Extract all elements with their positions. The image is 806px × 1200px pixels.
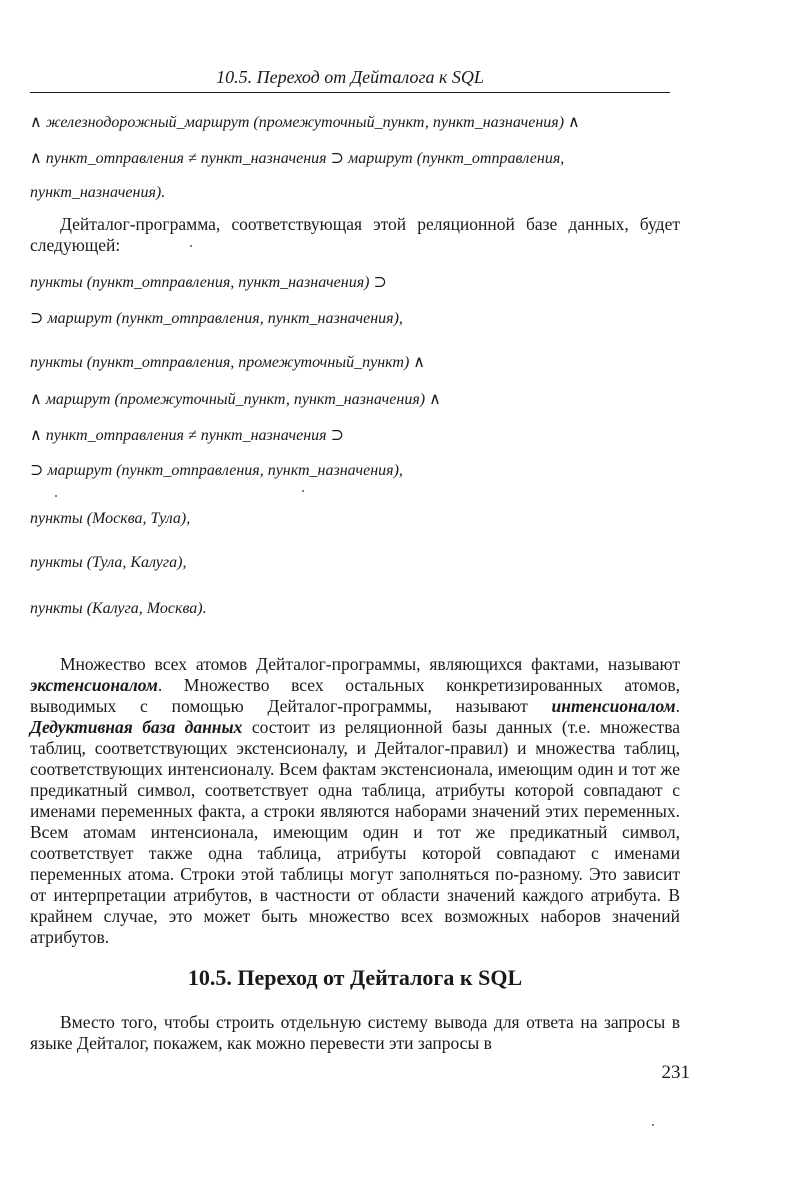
page-number: 231 [661,1062,690,1083]
formula-line: ∧ железнодорожный_маршрут (промежуточный_пункт, пункт_назначения) ∧ [30,114,580,131]
section-title: 10.5. Переход от Дейталога к SQL [187,965,523,990]
definitions-paragraph [30,654,680,948]
scan-speck [652,1124,654,1126]
term-extensional: экстенсионалом [30,675,158,695]
term-intensional: интенсионалом [551,696,676,716]
running-head: 10.5. Переход от Дейталога к SQL [216,67,484,87]
program-line: пункты (пункт_отправления, промежуточный_пункт) ∧ [30,354,425,371]
program-line: ⊃ маршрут (пункт_отправления, пункт_назначения), [30,310,403,327]
header-rule [30,92,670,93]
program-line: ∧ пункт_отправления ≠ пункт_назначения ⊃ [30,427,344,444]
fact-line: пункты (Тула, Калуга), [30,554,187,571]
paragraph-text: . Множество всех остальных конкретизированных атомов, выводимых с помощью Дейталог-программы, называют [30,675,680,716]
scan-speck [302,490,304,492]
program-line: ∧ маршрут (промежуточный_пункт, пункт_назначения) ∧ [30,391,441,408]
formula-line: ∧ пункт_отправления ≠ пункт_назначения ⊃ маршрут (пункт_отправления, [30,150,565,167]
paragraph-text: . [675,696,680,716]
intro-paragraph: Дейталог-программа, соответствующая этой реляционной базе данных, будет следующей: [30,214,680,255]
program-line: пункты (пункт_отправления, пункт_назначения) ⊃ [30,274,387,291]
paragraph-text: состоит из реляционной базы данных (т.е. множества таблиц, соответствующих экстенсионалу, и Дейталог-правил) и множества таблиц, соответствующих интенсионалу. Всем фактам экстенсионала, имеющим один и тот же предикатный символ, соответствует одна таблица, атрибуты которой совпадают с именами переменных факта, а строки являются наборами значений этих переменных. Всем атомам интенсионала, имеющим один и тот же предикатный символ, соответствует также одна таблица, атрибуты которой совпадают с именами переменных атома. Строки этой таблицы могут заполняться по-разному. Это зависит от интерпретации атрибутов, в частности от области значений каждого атрибута. В крайнем случае, это может быть множество всех возможных наборов значений атрибутов. [30,717,681,947]
term-deductive-database: Дедуктивная база данных [30,717,243,737]
final-paragraph: Вместо того, чтобы строить отдельную систему вывода для ответа на запросы в языке Дейталог, покажем, как можно перевести эти запросы в [30,1012,680,1053]
formula-line: пункт_назначения). [30,184,166,201]
program-line: ⊃ маршрут (пункт_отправления, пункт_назначения), [30,462,403,479]
scan-speck [55,495,57,497]
fact-line: пункты (Калуга, Москва). [30,600,207,617]
paragraph-text: Множество всех атомов Дейталог-программы, являющихся фактами, называют [60,654,680,674]
scan-speck [190,245,192,247]
fact-line: пункты (Москва, Тула), [30,510,191,527]
